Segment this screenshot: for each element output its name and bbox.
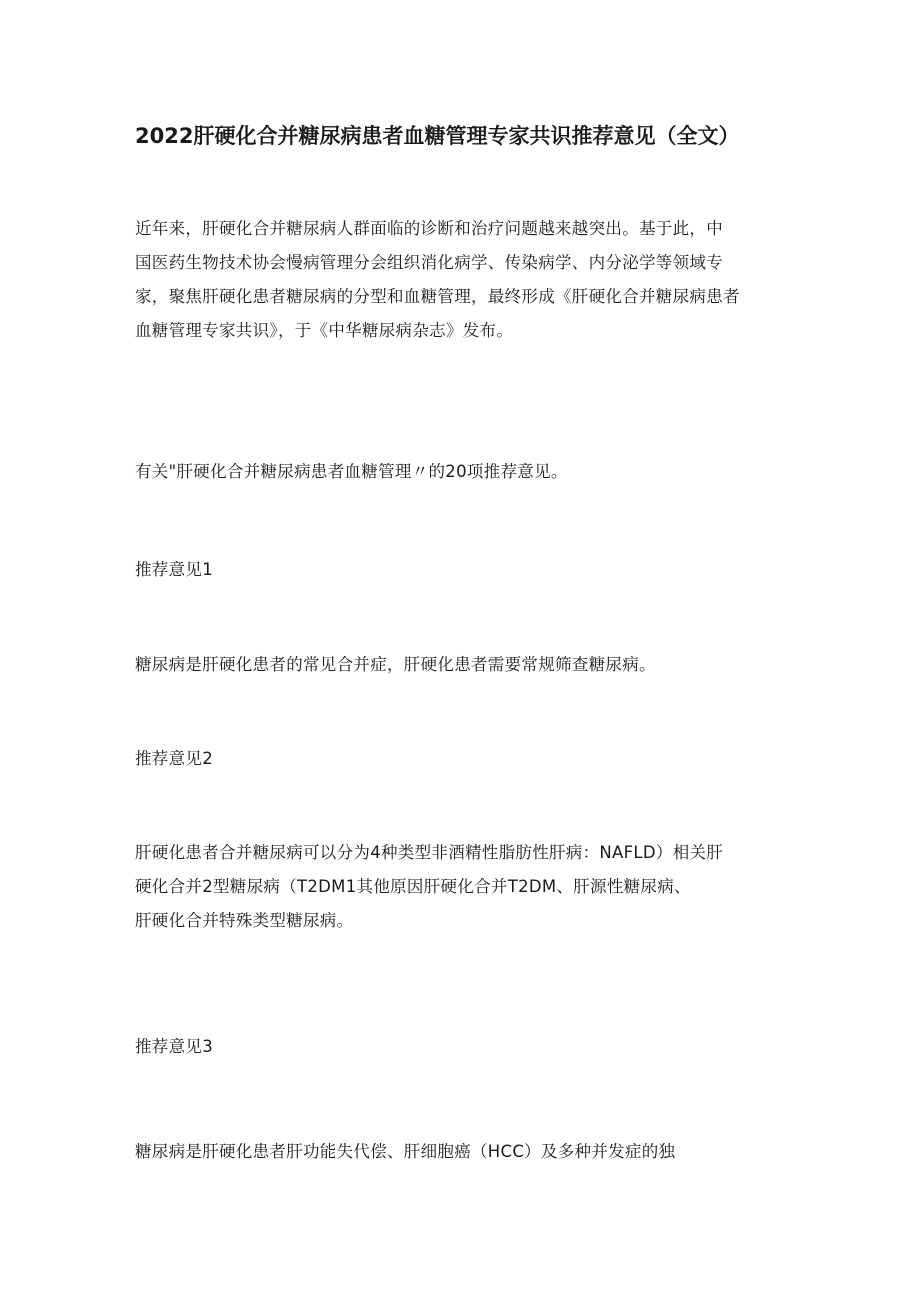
- recommendation-heading-text: 推荐意见1: [135, 560, 213, 579]
- recommendation-heading-2: [135, 742, 795, 776]
- recommendation-body-3: [135, 1135, 795, 1169]
- recommendation-heading-text: 推荐意见2: [135, 749, 213, 768]
- intro-line: 血糖管理专家共识》，于《中华糖尿病杂志》发布。: [135, 321, 514, 340]
- document-title: 2022肝硬化合并糖尿病患者血糖管理专家共识推荐意见（全文）: [135, 124, 740, 148]
- recommendation-heading-1: [135, 553, 795, 587]
- intro-line: 家，聚焦肝硬化患者糖尿病的分型和血糖管理，最终形成《肝硬化合并糖尿病患者: [135, 287, 740, 306]
- recommendation-line: 肝硬化患者合并糖尿病可以分为4种类型非酒精性脂肪性肝病：NAFLD）相关肝: [135, 843, 724, 862]
- recommendation-line: 糖尿病是肝硬化患者肝功能失代偿、肝细胞癌（HCC）及多种并发症的独: [135, 1142, 676, 1161]
- recommendation-line: 硬化合并2型糖尿病（T2DM1其他原因肝硬化合并T2DM、肝源性糖尿病、: [135, 877, 691, 896]
- recommendation-heading-text: 推荐意见3: [135, 1037, 213, 1056]
- intro-line: 近年来，肝硬化合并糖尿病人群面临的诊断和治疗问题越来越突出。基于此，中: [135, 219, 723, 238]
- recommendation-line: 肝硬化合并特殊类型糖尿病。: [135, 911, 354, 930]
- intro-line: 国医药生物技术协会慢病管理分会组织消化病学、传染病学、内分泌学等领域专: [135, 253, 723, 272]
- recommendation-line: 糖尿病是肝硬化患者的常见合并症，肝硬化患者需要常规筛查糖尿病。: [135, 655, 656, 674]
- recommendation-heading-3: [135, 1030, 795, 1064]
- items-intro-line: 有关"肝硬化合并糖尿病患者血糖管理〃的20项推荐意见。: [135, 462, 568, 481]
- intro-paragraph: [135, 212, 795, 348]
- recommendation-body-1: [135, 648, 795, 682]
- items-intro-paragraph: [135, 455, 795, 489]
- recommendation-body-2: [135, 836, 795, 938]
